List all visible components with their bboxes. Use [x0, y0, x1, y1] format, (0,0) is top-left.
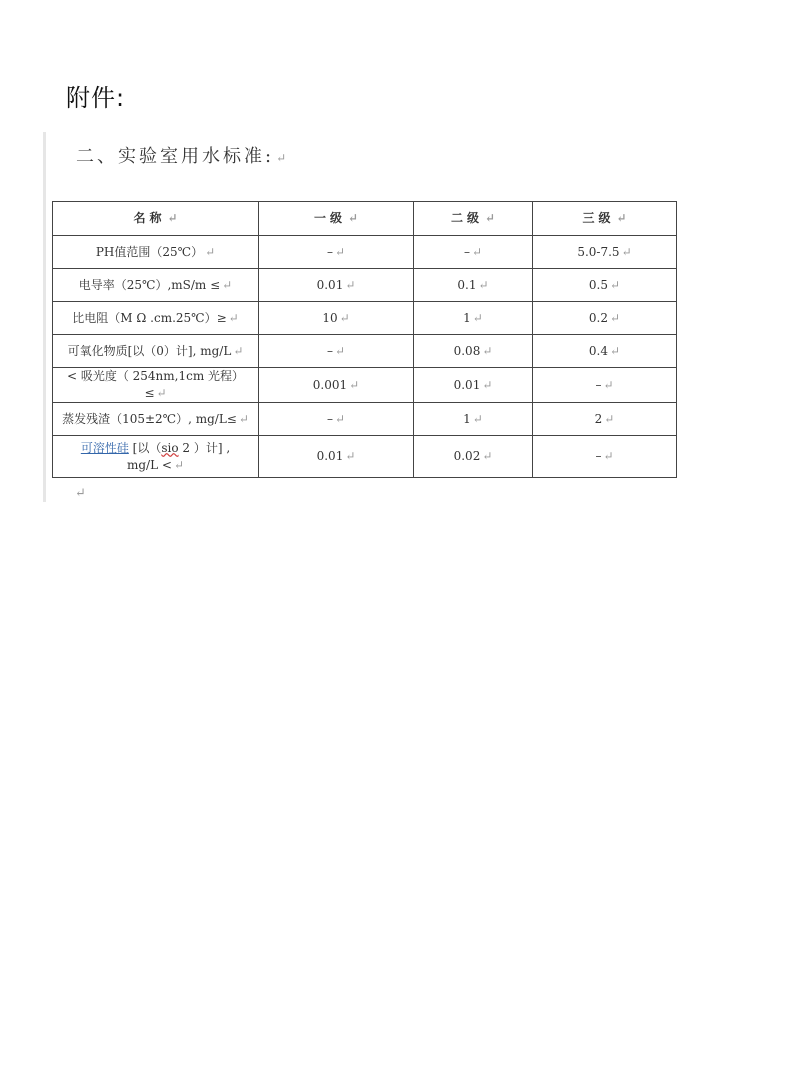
row-grade3-cell	[533, 302, 677, 335]
cell-mark: ↵	[616, 211, 627, 225]
table-row	[53, 436, 677, 478]
row-name-text: [以（	[128, 440, 162, 455]
water-standard-table	[52, 201, 677, 478]
row-name-text: 2 ）计] ,	[178, 440, 231, 455]
cell-mark: ↵	[472, 411, 483, 426]
grade2-value: 1	[463, 411, 471, 426]
row-grade1-cell	[259, 436, 414, 478]
row-grade3-cell	[533, 269, 677, 302]
row-grade2-cell	[414, 368, 533, 403]
table-row	[53, 368, 677, 403]
row-grade3-cell	[533, 436, 677, 478]
grade3-value: 0.2	[588, 310, 609, 325]
row-name-text: 电导率（25℃）,mS/m ≤	[78, 277, 221, 292]
row-grade2-cell	[414, 302, 533, 335]
cell-mark: ↵	[482, 377, 493, 392]
header-grade2-text: 二级	[450, 211, 483, 225]
grade2-value: –	[463, 244, 470, 259]
header-cell-grade1	[259, 202, 414, 236]
cell-mark: ↵	[173, 457, 184, 472]
row-grade3-cell	[533, 403, 677, 436]
row-name-cell	[53, 236, 259, 269]
cell-mark: ↵	[472, 310, 483, 325]
cell-mark: ↵	[621, 244, 632, 259]
row-name-text: PH值范围（25℃）	[95, 244, 204, 259]
row-grade1-cell	[259, 403, 414, 436]
grade2-value: 0.1	[457, 277, 477, 292]
header-grade3-text: 三级	[582, 211, 615, 225]
row-grade1-cell	[259, 335, 414, 368]
row-grade1-cell	[259, 236, 414, 269]
grade3-value: 5.0-7.5	[577, 244, 620, 259]
grade1-value: 0.001	[312, 377, 348, 392]
cell-mark: ↵	[471, 244, 483, 259]
cell-mark: ↵	[347, 211, 359, 225]
cell-mark: ↵	[482, 449, 493, 463]
row-name-cell	[53, 403, 259, 436]
row-name-cell	[53, 368, 259, 403]
cell-mark: ↵	[334, 244, 346, 259]
grade1-value: –	[326, 411, 333, 426]
row-grade2-cell	[414, 436, 533, 478]
row-name-underlined: 可溶性硅	[80, 440, 129, 455]
cell-mark: ↵	[610, 277, 621, 292]
cell-mark: ↵	[334, 411, 346, 426]
cell-mark: ↵	[345, 449, 356, 463]
table-row	[53, 269, 677, 302]
cell-mark: ↵	[167, 211, 178, 225]
grade3-value: –	[595, 377, 602, 392]
cell-mark: ↵	[349, 377, 360, 392]
grade1-value: 10	[322, 310, 338, 325]
cell-mark: ↵	[604, 411, 615, 426]
margin-bar	[43, 132, 46, 502]
header-grade1-text: 一级	[313, 211, 346, 225]
grade2-value: 0.08	[453, 343, 481, 358]
grade3-value: 2	[594, 411, 603, 426]
row-name-text: < 吸光度（ 254nm,1cm 光程）≤	[66, 369, 245, 400]
row-name-cell	[53, 436, 259, 478]
grade3-value: 0.5	[588, 277, 609, 292]
cell-mark: ↵	[610, 310, 621, 325]
section-heading	[76, 142, 286, 168]
grade1-value: –	[326, 343, 333, 358]
cell-mark: ↵	[603, 377, 614, 392]
grade2-value: 1	[463, 310, 471, 325]
grade1-value: 0.01	[316, 449, 344, 463]
row-grade2-cell	[414, 403, 533, 436]
cell-mark: ↵	[156, 386, 167, 400]
grade2-value: 0.02	[453, 449, 481, 463]
header-cell-grade3	[533, 202, 677, 236]
paragraph-mark: ↵	[276, 151, 287, 165]
table-header-row	[53, 202, 677, 236]
paragraph-mark: ↵	[75, 486, 86, 501]
row-name-cell	[53, 335, 259, 368]
section-heading-text: 二、实验室用水标准:	[76, 146, 275, 167]
cell-mark: ↵	[339, 310, 350, 325]
cell-mark: ↵	[233, 343, 244, 358]
row-grade3-cell	[533, 368, 677, 403]
row-name-text: 蒸发残渣（105±2℃）, mg/L≤	[62, 411, 237, 426]
row-name-text: 比电阻（M Ω .cm.25℃）≥	[72, 310, 227, 325]
cell-mark: ↵	[228, 310, 239, 325]
grade1-value: –	[326, 244, 333, 259]
row-name-cell	[53, 269, 259, 302]
header-cell-grade2	[414, 202, 533, 236]
cell-mark: ↵	[610, 343, 621, 358]
grade1-value: 0.01	[316, 277, 344, 292]
row-grade2-cell	[414, 269, 533, 302]
grade2-value: 0.01	[453, 377, 481, 392]
grade3-value: –	[595, 449, 602, 463]
header-cell-name	[53, 202, 259, 236]
grade3-value: 0.4	[588, 343, 609, 358]
row-grade2-cell	[414, 236, 533, 269]
cell-mark: ↵	[484, 211, 496, 225]
table-row	[53, 335, 677, 368]
cell-mark: ↵	[345, 277, 356, 292]
row-grade3-cell	[533, 236, 677, 269]
row-grade3-cell	[533, 335, 677, 368]
attachment-title: 附件:	[66, 84, 126, 112]
row-name-cell	[53, 302, 259, 335]
cell-mark: ↵	[478, 277, 489, 292]
row-grade2-cell	[414, 335, 533, 368]
cell-mark: ↵	[205, 244, 216, 259]
cell-mark: ↵	[222, 277, 233, 292]
row-grade1-cell	[259, 302, 414, 335]
table-row	[53, 302, 677, 335]
table-row	[53, 236, 677, 269]
row-grade1-cell	[259, 368, 414, 403]
cell-mark: ↵	[603, 449, 614, 463]
cell-mark: ↵	[334, 343, 346, 358]
row-name-spellcheck: sio	[161, 440, 179, 455]
table-row	[53, 403, 677, 436]
header-name-text: 名称	[133, 211, 166, 225]
row-name-text: 可氧化物质[以（0）计], mg/L	[67, 343, 232, 358]
cell-mark: ↵	[238, 411, 249, 426]
cell-mark: ↵	[482, 343, 493, 358]
row-grade1-cell	[259, 269, 414, 302]
row-name-line2: mg/L <	[126, 457, 172, 472]
